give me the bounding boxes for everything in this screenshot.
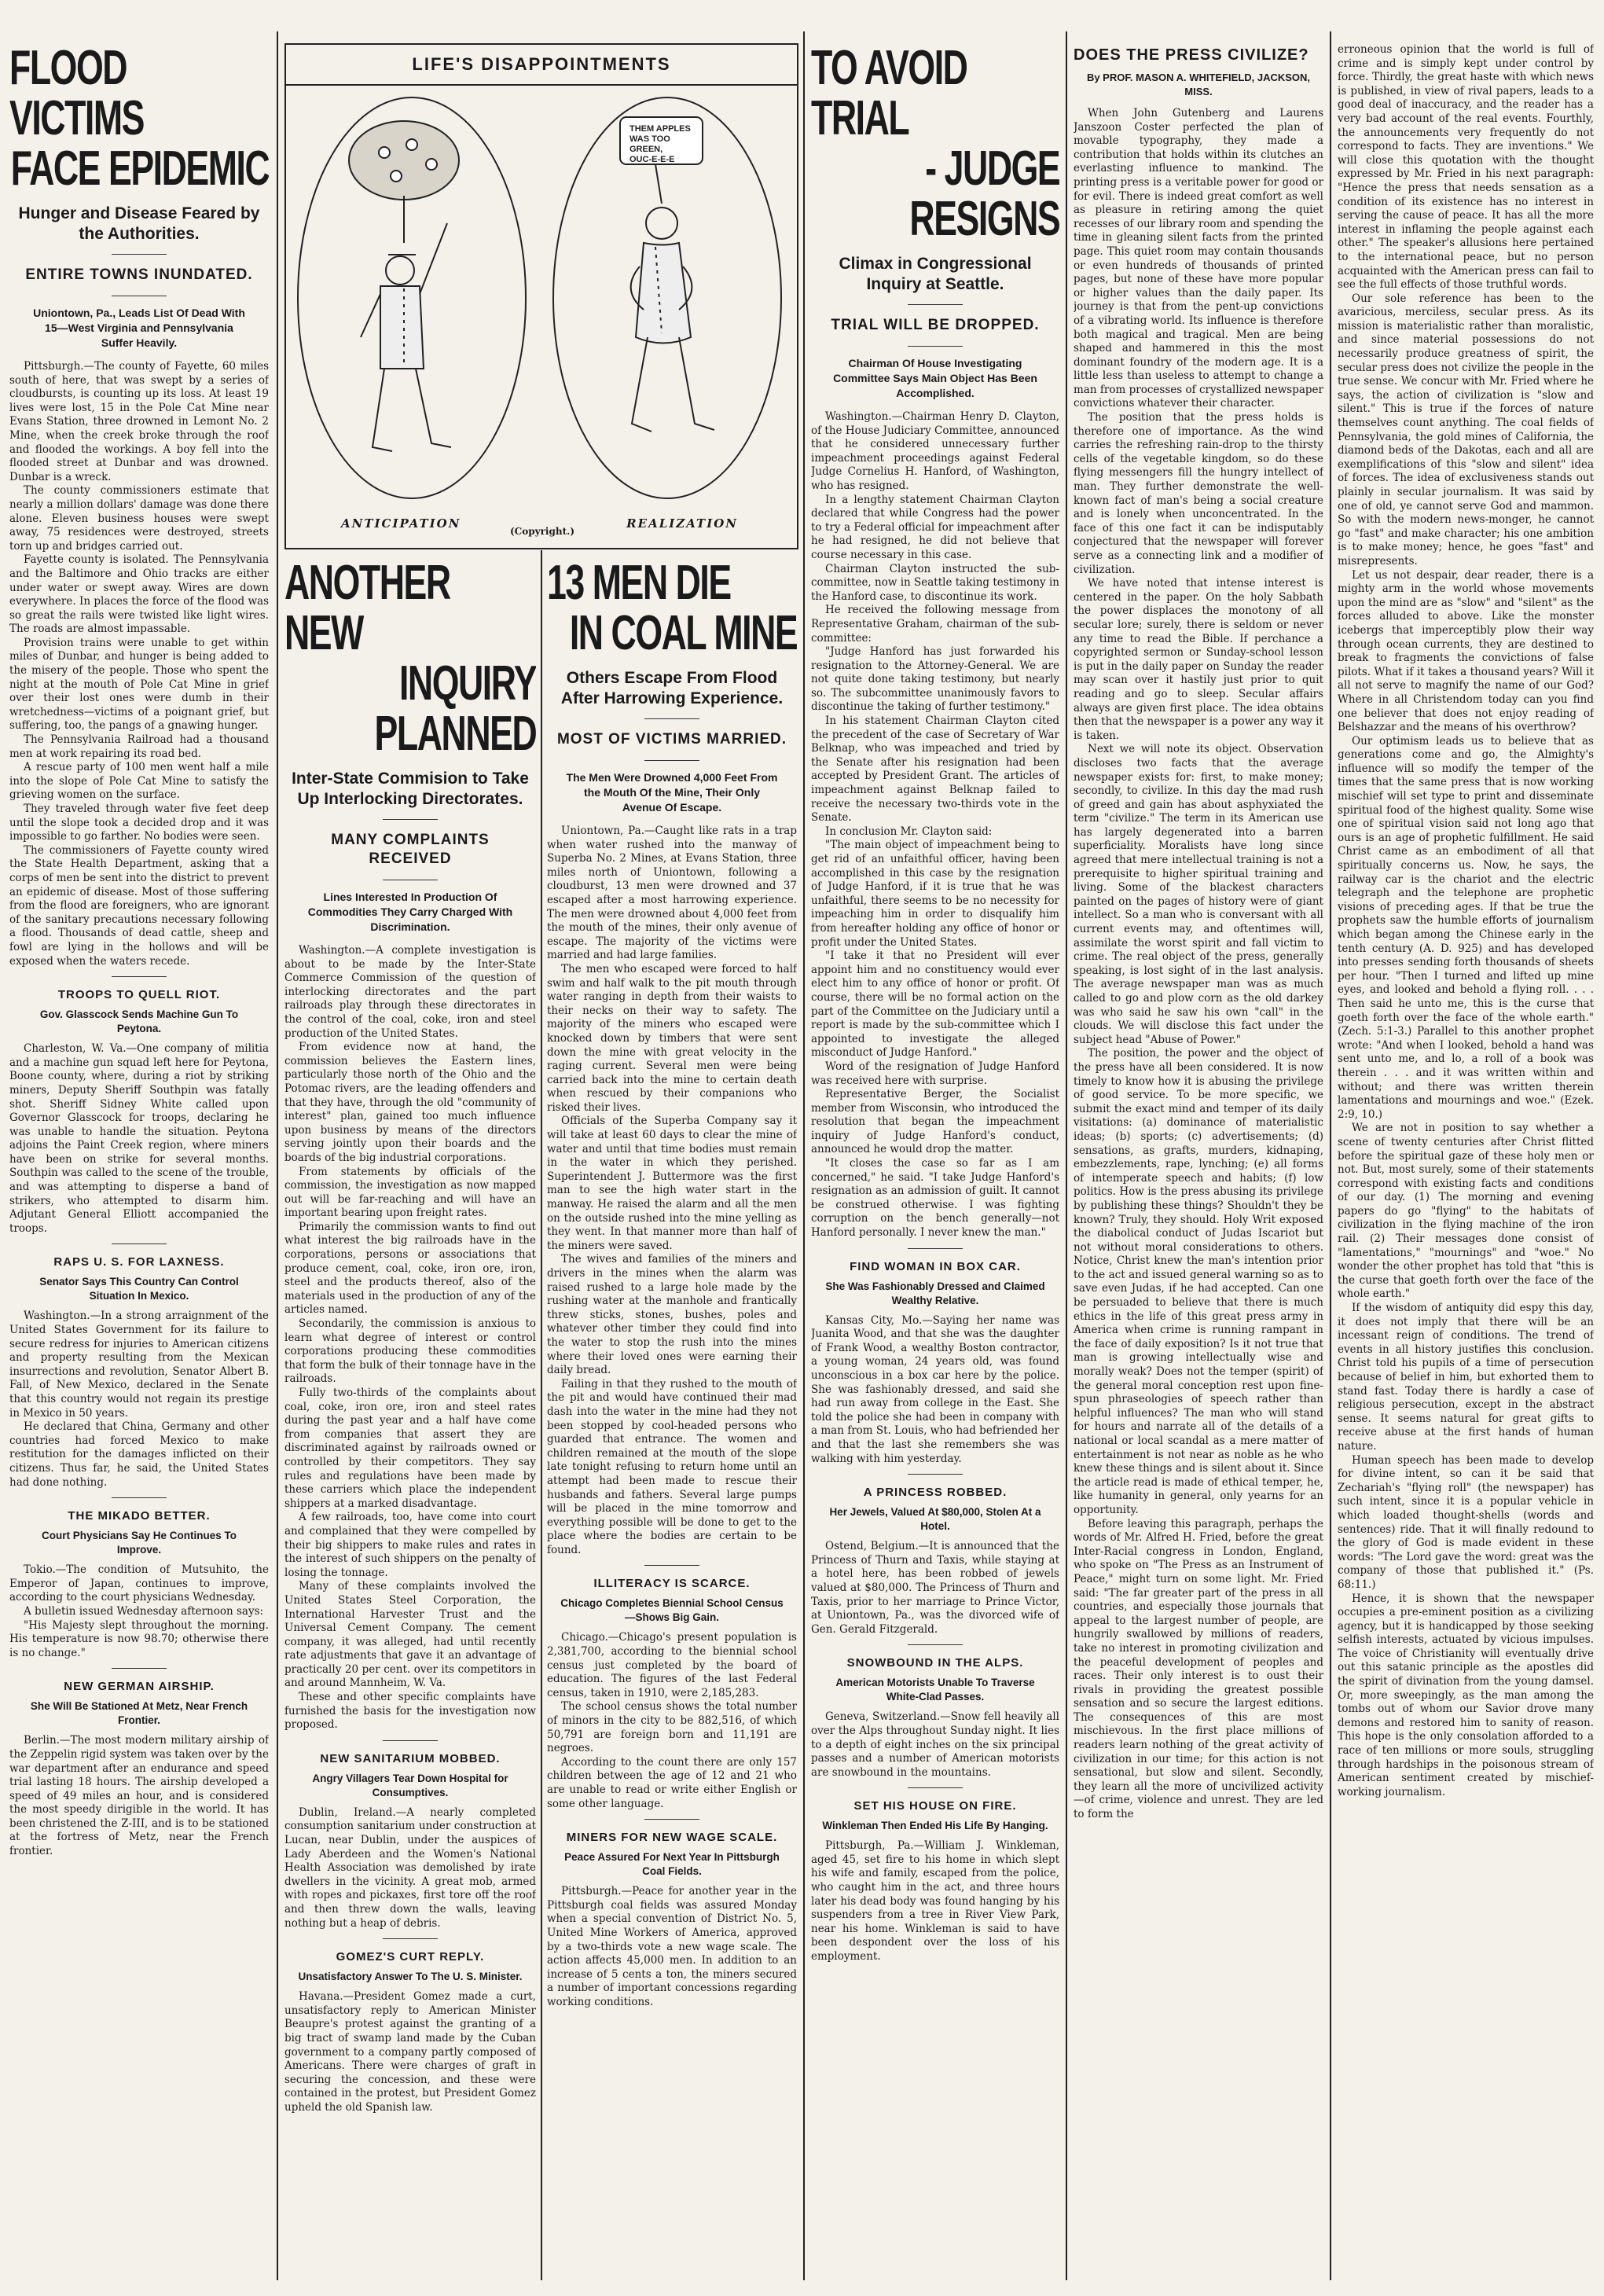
bubble-line: OUC-E-E-E [629,155,675,164]
paragraph: "The main object of impeachment being to get rid of an unfaithful officer, having been accomplished in this case by the resignation of Judge Hanford, if it is true that he was unfaithful, there seems to be no necessity for impeaching him in order to disqualify him from hereafter holding any office of honor or profit under the United States. [811,839,1059,949]
paragraph: He declared that China, Germany and other countries had forced Mexico to make restitution for the damages inflicted on their citizens. Thus far, he said, the United States had done nothing. [9,1420,269,1489]
paragraph: Failing in that they rushed to the mouth of the pit and would have continued their mad dash into the water in the mine had they not been stopped by cool-headed persons who guarded that entrance. The women and children remained at the mouth of the slope late tonight refusing to return home until an attempt had been made to rescue their husbands and fathers. Several large pumps will be placed in the mine tomorrow and everything possible will be done to get to the place where the bodies are certain to be found. [547,1377,797,1556]
divider [908,1644,963,1645]
paragraph: A bulletin issued Wednesday afternoon says: [24,1604,264,1618]
headline-line-1: TO AVOID TRIAL [811,43,967,145]
paragraph: Charleston, W. Va.—One company of militia and a machine gun squad left here for Peytona, Boone county, where, during a riot by striking miners, Deputy Sheriff Southpin was fatally shot. Sheriff Sidney White called upon Governor Glasscock for troops, declaring he was unable to handle the situation. Peytona adjoins the Paint Creek region, where miners have been on strike for several months. Southpin was called to the scene of the trouble, and was attempting to disperse a band of strikers, who attempted to disarm him. Adjutant General Elliott accompanied the troops. [9,1042,269,1235]
paragraph: Word of the resignation of Judge Hanford was received here with surprise. [811,1060,1059,1087]
paragraph: Pittsburgh, Pa.—William J. Winkleman, aged 45, set fire to his home in which slept his wife and family, escaped from the police, who caught him in the act, and three hours later his dead body was found hanging by his suspenders from a tree in River View Park, near his home. Winkleman is said to have been despondent over the loss of his employment. [811,1839,1059,1964]
paragraph: Chicago.—Chicago's present population is 2,381,700, according to the biennial school census just completed by the board of education. The figures of the last Federal census, taken in 1910, were 2,185,283. [547,1631,797,1699]
headline-line-1: 13 MEN DIE [547,558,731,610]
bubble-line: GREEN, [629,145,663,154]
paragraph: Chairman Clayton instructed the sub-committee, now in Seattle taking testimony in the Hanford case, to discontinue its work. [811,562,1059,603]
paragraph: Secondarily, the commission is anxious to learn what degree of interest or control corporations producing these commodities that form the bulk of their tonnage have in the railroads. [284,1317,536,1386]
article-title: SET HIS HOUSE ON FIRE. [853,1799,1017,1813]
divider [383,1938,438,1939]
article-body [547,1885,797,2009]
paragraph: From statements by officials of the commission, the investigation as now mapped out will be far-reaching and will have an important bearing upon freight rates. [284,1165,536,1220]
article-body [811,1839,1059,1964]
paragraph: Washington.—Chairman Henry D. Clayton, of the House Judiciary Committee, announced that he considered unnecessary further impeachment proceedings against Federal Judge Cornelius H. Hanford, of Washington, who has resigned. [811,410,1059,492]
article-body [284,944,536,1732]
article-title: NEW SANITARIUM MOBBED. [320,1751,501,1765]
paragraph: According to the count there are only 157 children between the age of 12 and 21 who are unable to read or write either English or some other language. [547,1755,797,1810]
article-title: FIND WOMAN IN BOX CAR. [850,1259,1021,1273]
paragraph: They traveled through water five feet deep until the slope took a decided drop and it was impossible to go farther. No bodies were seen. [9,803,269,843]
headline-deck: Inter-State Commision to Take Up Interlocking Directorates. [292,770,529,808]
cartoon-copyright: (Copyright.) [510,526,574,537]
article-title: ILLITERACY IS SCARCE. [593,1577,751,1591]
article-title: RAPS U. S. FOR LAXNESS. [53,1255,225,1269]
paragraph: "His Majesty slept throughout the morning. His temperature is now 98.70; otherwise there is no change." [9,1618,269,1659]
article-deck: Gov. Glasscock Sends Machine Gun To Peytona. [39,1008,239,1035]
realization-figure [620,117,714,432]
divider [112,254,167,255]
paragraph: Geneva, Switzerland.—Snow fell heavily all over the Alps throughout Sunday night. It lies to a depth of eight inches on the six principal passes and a number of American motorists are snowbound in the mountains. [811,1710,1059,1779]
article-title: NEW GERMAN AIRSHIP. [64,1680,215,1694]
article-body [284,1990,536,2114]
article-deck: She Will Be Stationed At Metz, Near French Frontier. [30,1700,248,1727]
paragraph: Washington.—A complete investigation is about to be made by the Inter-State Commerce Commission of the question of interlocking directorates and the part railroads play through these directorates in the control of the coal, coke, iron and steel production of the United States. [284,944,536,1040]
divider [383,1740,438,1741]
divider [644,1565,699,1566]
paragraph: "It closes the case so far as I am concerned," he said. "I take Judge Hanford's resignation as an admission of guilt. It cannot be construed otherwise. I was fighting corruption on the bench generally—not Hanford personally. I never knew the man." [811,1157,1059,1240]
divider [112,1497,167,1498]
paragraph: "Judge Hanford has just forwarded his resignation to the Attorney-General. We are not quite done taking testimony, but nearly so. The subcommittee unanimously favors to discontinue the taking of further testimony." [811,645,1059,714]
article-title: MINERS FOR NEW WAGE SCALE. [566,1831,778,1845]
headline-deck-caps: TRIAL WILL BE DROPPED. [831,317,1040,333]
column-2 [284,558,536,2280]
paragraph: "I take it that no President will ever appoint him and no constituency would ever elect him to any office of honor or profit. Of course, there will be no formal action on the part of the Committee on the Judiciary until a report is made by the sub-committee which I appointed to investigate the alleged misconduct of Judge Hanford." [811,950,1059,1060]
paragraph: The wives and families of the miners and drivers in the mines when the alarm was raised rushed to a large hole made by the rushing water at the manhole and frantically threw sticks, stones, bushes, poles and whatever other timber they could find into the water to stop the rush into the mines where their loved ones were earning their daily bread. [547,1253,797,1377]
bubble-line: WAS TOO [629,134,670,144]
paragraph: Primarily the commission wants to find out what interest the big railroads have in the corporations, persons or associations that produce cement, coal, coke, iron ore, iron, steel and the products thereof, also of the materials used in the production of any of the articles named. [284,1220,536,1317]
article-deck: Winkleman Then Ended His Life By Hanging. [822,1820,1048,1832]
paragraph: The county commissioners estimate that nearly a million dollars' damage was done there alone. Eleven business houses were swept away, 75 residences were destroyed, streets torn up and bridges carried out. [9,484,269,553]
paragraph: Ostend, Belgium.—It is announced that the Princess of Thurn and Taxis, while staying at a hotel here, has been robbed of jewels valued at $80,000. The Princess of Thurn and Taxis, prior to her marriage to Prince Victor, at Uniontown, Pa., was the divorced wife of Gen. Gerald Fitzgerald. [811,1540,1059,1636]
paragraph: Pittsburgh.—The county of Fayette, 60 miles south of here, that was swept by a series of cloudbursts, is counting up its loss. At least 19 lives were lost, 15 in the Pole Cat Mine near Evans Station, three drowned in Lemont No. 2 Mine, when the creek broke through the roof and flooded the workings. A boy fell into the flooded street at Dunbar and was drowned. Dunbar is a wreck. [9,360,269,483]
paragraph: If the wisdom of antiquity did espy this day, it does not imply that there will be an incessant reign of conditions. The trend of events in all history justifies this conclusion. Christ told his pupils of a time of persecution because of belief in him, but exhorted them to stand fast. Today there is hardly a case of religious persecution, except in the abstract sense. It seems natural for great gifts to receive abuse at the first hands of human nature. [1338,1302,1594,1453]
paragraph: Washington.—In a strong arraignment of the United States Government for its failure to secure redress for injuries to American citizens and property resulting from the Mexican insurrections and revolution, Senator Albert B. Fall, of New Mexico, declared in the Senate that this country would not regain its prestige in Mexico in 50 years. [9,1310,269,1420]
article-deck: She Was Fashionably Dressed and Claimed Wealthy Relative. [825,1280,1045,1306]
headline-to-avoid-trial [811,43,1059,244]
headline-line-2: - JUDGE RESIGNS [909,141,1059,246]
headline-subdeck: Chairman Of House Investigating Committee Says Main Object Has Been Accomplished. [833,357,1037,399]
article-body [9,360,269,968]
article-body [9,1563,269,1660]
divider [908,1474,963,1475]
paragraph: The Pennsylvania Railroad had a thousand men at work repairing its road bed. [9,733,269,760]
article-body [811,410,1059,1240]
article-body [547,825,797,1557]
column-rule [541,550,542,2280]
paragraph: In his statement Chairman Clayton cited the precedent of the case of Secretary of War Belknap, who was impeached and tried by the Senate after his resignation had been accepted by President Grant. The articles of impeachment against Belknap failed to receive the necessary two-thirds vote in the Senate. [811,715,1059,825]
paragraph: Before leaving this paragraph, perhaps the words of Mr. Alfred H. Fried, before the great Inter-Racial congress in London, England, who spoke on "The Press as an Instrument of Peace," might turn on some light. Mr. Fried said: "The far greater part of the press in all countries, and especially those journals that appeal to the largest number of people, are hungrily swallowed by millions of readers, take no interest in promoting civilization and the peaceful development of peoples and races. Their only interest is to oust their rivals in providing the greatest possible sensation and so secure the largest editions. The consequences of this are most mischievous. In the first place millions of readers learn nothing of the great activity of civilization in our time; for this action is not sensational, but slow and silent. Secondly, they learn all the more of uncivilized activity—of crime, violence and unrest. They are led to form the [1074,1517,1323,1821]
column-rule [803,31,805,2280]
article-body [9,1310,269,1490]
article-deck: Her Jewels, Valued At $80,000, Stolen At a Hotel. [829,1506,1041,1533]
paragraph: Let us not despair, dear reader, there is a mighty arm in the world whose movements upon the mind are as "slow" and "silent" as the forces alluded to above. Like the monster icebergs that imperceptibly plow their way through ocean currents, they are destined to break to fragments the convictions of false pilots. What if it takes a thousand years? Will it all not serve to magnify the name of our God? Where in all Christendom today can you find one believer that does not enjoy reading of Belshazzar and the means of his overthrow? [1338,568,1594,734]
article-body [811,1710,1059,1780]
paragraph: Many of these complaints involved the United States Steel Corporation, the International Harvester Trust and the Universal Cement Company. The cement company, it was alleged, had until recently rate adjustments that gave it an advantage of practically 20 per cent. over its competitors in and around Mannheim, W. Va. [284,1580,536,1690]
headline-line-2: FACE EPIDEMIC [10,141,269,196]
article-title: SNOWBOUND IN THE ALPS. [846,1656,1024,1670]
column-rule [277,31,278,2280]
paragraph: erroneous opinion that the world is full of crime and is simply kept under control by force. Thirdly, the great haste with which news is published, in view of rival papers, leads to a good deal of inaccuracy, and the reader has a very bad account of the real events. Fourthly, the announcements very frequently do not correspond to facts. They are inventions." We will close this quotation with the thought expressed by Mr. Fried in his next paragraph: "Hence the press that needs sensation as a condition of its existence has no interest in serving the cause of peace. It has all the more interest in inflaming the people against each other." The speaker's allusions here pertained to the international peace, but no person acquainted with the American press can fail to see the full effects of those truthful words. [1338,43,1594,292]
column-1 [9,43,269,2280]
paragraph: A few railroads, too, have come into court and complained that they were compelled by their big shippers to make rules and rates in the interest of such shippers on the penalty of losing the tonnage. [284,1511,536,1579]
headline-deck-caps: MOST OF VICTIMS MARRIED. [556,731,787,748]
headline-deck: Climax in Congressional Inquiry at Seattle. [839,255,1032,293]
editorial-title: DOES THE PRESS CIVILIZE? [1074,46,1309,64]
paragraph: The position that the press holds is therefore one of importance. As the wind carries the refreshing rain-drop to the thirsty cells of the vegetable kingdom, so do these flying messengers fill the hungry intellect of man. They further demonstrate the well-known fact of man's being a social creature and is lonely when unconcentrated. In the face of this one fact it can be indisputably conjectured that the newspaper will forever serve as a connecting link and a modifier of civilization. [1074,411,1323,576]
paragraph: Tokio.—The condition of Mutsuhito, the Emperor of Japan, continues to improve, according to the court physicians Wednesday. [9,1563,269,1604]
bubble-line: THEM APPLES [629,124,691,134]
article-title: GOMEZ'S CURT REPLY. [336,1950,485,1964]
paragraph: Hence, it is shown that the newspaper occupies a pre-eminent position as a civilizing agency, but it is handicapped by those seeking selfish interests, actuated by vicious impulses. The voice of Christianity will eventually drive out this satanic principle as the apostles did the spirit of divination from the young damsel. Or, more sweepingly, as the man among the tombs out of whom our Savior drove many demons and restored him to sanity of reason. This hope is the only consolation afforded to a race of ten millions or more souls, struggling through hardships in the poisonous stream of American sentiment created by mischief-working journalism. [1338,1592,1594,1798]
paragraph: Our optimism leads us to believe that as generations come and go, the Almighty's influence will so modify the temper of the times that the same press that is now working mischief will set type to print and disseminate spiritual food of the highest quality. Some wise one of spiritual vision said not long ago that ours is an age of prophetic fulfillment. He said Christ came as an embodiment of all that spiritually concerns us. Now, he says, the railway car is the chariot and the electric telegraph and the telephone are prophetic visions of preceding ages. If that be true the prophets saw the humble efforts of journalism which began among the Chinese early in the tenth century (A. D. 925) and has developed into presses sending forth thousands of sheets per hour. "Then I turned and lifted up mine eyes, and looked and behold a flying roll. . . . Then said he unto me, this is the curse that goeth forth over the face of the whole earth." (Zech. 5:1-3.) Parallel to this another prophet wrote: "And when I looked, behold a hand was sent unto me, and lo, a roll of a book was therein . . . and it was written within and without; and there was written therein lamentations and mournings and woe." (Ezek. 2:9, 10.) [1338,734,1594,1121]
paragraph: These and other specific complaints have furnished the basis for the investigation now proposed. [284,1691,536,1732]
paragraph: The position, the power and the object of the press have all been considered. It is now timely to know how it is abusing the privilege of good service. To be more specific, we submit the exact mind and temper of its daily visitations: (a) dominance of materialistic ideas; (b) sports; (c) advertisements; (d) sensations, as grafts, murders, kidnaping, embezzlements, rape, lynching; (e) all forms of intemperate speech and habits; (f) low politics. How is the press abusing its privilege by publishing these things? Shouldn't they be known? Truly, they should. Holy Writ exposed the diabolical conduct of Judas Iscariot but not without moral considerations to others. Notice, Christ knew the man's intention prior to the act and issued general warning so as to save even Judas, if he had accepted. Can one be persuaded to believe that there is much ethics in the life of this great press army in America when crime is running rampant in the face of daily exposition? Is it not true that man is growing intellectually wise and morally weak? Does not the temper (spirit) of the general moral conception rest upon fine-spun phraseologies of speech rather than helpful influences? The man who will stand for hours and narrate all of the details of a national or local scandal as a mere matter of entertainment is not near as noble as he who knew these things and is silent about it. Since the article read is made of ethical temper, he, like humanity in general, only yearns for an opportunity. [1074,1047,1323,1516]
paragraph: Dublin, Ireland.—A nearly completed consumption sanitarium under construction at Lucan, near Dublin, under the auspices of Lady Aberdeen and the Women's National Health Association was demolished by irate dwellers in the vicinity. A great mob, armed with ropes and pickaxes, first tore off the roof and then threw down the walls, leaving nothing but a heap of debris. [284,1806,536,1930]
article-body [811,1540,1059,1637]
paragraph: We are not in position to say whether a scene of twenty centuries after Christ flitted before the spiritual gaze of these holy men or not. But, most surely, some of their statements correspond with existing facts and conditions of our day. (1) The morning and evening papers do go "flying" to the habitats of civilization in the flying machine of the iron rail. (2) Their messages done consist of "lamentations," "mournings" and "woe." No wonder the other prophet has told that "this is the curse that goeth forth over the face of the whole earth." [1338,1122,1594,1301]
article-deck: Court Physicians Say He Continues To Improve. [41,1530,237,1556]
headline-flood-victims [9,43,269,194]
cartoon-box [284,43,798,549]
column-rule [1066,31,1067,2280]
paragraph: Pittsburgh.—Peace for another year in the Pittsburgh coal fields was assured Monday when a special convention of District No. 5, United Mine Workers of America, approved by a two-thirds vote a new wage scale. The action affects 45,000 men. In addition to an increase of 5 cents a ton, the miners secured a number of important concessions regarding working conditions. [547,1885,797,2008]
article-deck: Angry Villagers Tear Down Hospital for Consumptives. [312,1772,508,1798]
cartoon-illustration [286,86,794,546]
column-rule [1330,31,1331,2280]
article-body [1338,43,1594,1799]
paragraph: The men who escaped were forced to half swim and half walk to the pit mouth through water ranging in depth from their waists to their necks on their way to safety. The majority of the miners who escaped were knocked down by timbers that were sent down the mine with great velocity in the raging current. Several men were being carried back into the mine to certain death when rescued by their companions who risked their lives. [547,962,797,1114]
paragraph: Berlin.—The most modern military airship of the Zeppelin rigid system was taken over by the war department after an endurance and speed trial lasting 18 hours. The airship developed a speed of 49 miles an hour, and is considered the most speedy dirigible in the world. It has been christened the Z-III, and is to be stationed at the fortress of Metz, near the French frontier. [9,1734,269,1858]
article-body [1074,107,1323,1822]
paragraph: When John Gutenberg and Laurens Janszoon Coster perfected the plan of movable typography, they made a contribution that holds within its clutches an everlasting influence to mankind. The printing press is a veritable power for good or for evil. There is indeed great comfort as well as pleasure in retiring among the quiet recesses of our library room and spending the time in gleaning silent facts from the printed page. This quiet room may contain thousands or even hundreds of thousands of printed pages, but none of these have more popular or higher values than the daily paper. Its journey is that from the pent-up convictions of a vibrating world. Its influence is therefore both magical and tragical. Men are being shaped and hammered in this the most dominant foundry of the modern age. It is a little less than useless to attempt to change a man from processes of crystallized newspaper convictions whatever their character. [1074,107,1323,410]
divider [908,1248,963,1249]
headline-deck: Hunger and Disease Feared by the Authorities. [18,204,260,243]
column-5 [1074,43,1323,2280]
paragraph: Our sole reference has been to the avaricious, merciless, secular press. As its mission is materialistic rather than moralistic, and since material possessions do not necessarily produce greatness of spirit, the secular press does not civilize the people in the true sense. We concur with Mr. Fried where he says, the action of civilization is "slow and silent." This is true if the forces of nature themselves count anything. The coal fields of Pennsylvania, the gold mines of California, the diamond beds of the Dakotas, each and all are exemplifications of this "slow and silent" idea of forces. The idea of exclusiveness stands out plainly in secular journalism. It was said by one of old, ye cannot serve God and mammon. So with the modern news-monger, he cannot go "fast" and make character; his one ambition is to make money; hence, he goes "fast" and misrepresents. [1338,292,1594,568]
article-deck: American Motorists Unable To Traverse White-Clad Passes. [835,1677,1035,1703]
article-deck: Senator Says This Country Can Control Situation In Mexico. [39,1276,239,1302]
paragraph: Uniontown, Pa.—Caught like rats in a trap when water rushed into the manway of Superba No. 2 Mines, at Evans Station, three miles north of Uniontown, following a cloudburst, 13 men were drowned and 37 escaped after a most harrowing experience. The men were drowned about 4,000 feet from the mouth of the mines, their only avenue of escape. The majority of the victims were married and had large families. [547,825,797,962]
paragraph: The school census shows the total number of minors in the city to be 882,516, of which 50,791 are foreign born and 11,191 are negroes. [547,1700,797,1755]
divider [644,760,699,761]
paragraph: He received the following message from Representative Graham, chairman of the sub-committee: [811,604,1059,645]
headline-subdeck: The Men Were Drowned 4,000 Feet From the Mouth Of the Mine, Their Only Avenue Of Escape. [566,771,778,814]
article-deck: Unsatisfactory Answer To The U. S. Minister. [298,1971,523,1983]
paragraph: Havana.—President Gomez made a curt, unsatisfactory reply to American Minister Beaupre's protest against the granting of a big tract of swamp land made by the Cuban government to a company partly composed of Americans. There were charges of graft in securing the concession, and these were contained in the protest, but President Gomez upheld the old Spanish law. [284,1990,536,2114]
headline-line-1: FLOOD VICTIMS [9,43,144,145]
cartoon-caption-anticipation: ANTICIPATION [341,516,461,531]
cartoon-caption-realization: REALIZATION [626,516,738,531]
headline-another-new-inquiry [284,558,536,759]
paragraph: Kansas City, Mo.—Saying her name was Juanita Wood, and that she was the daughter of Frank Wood, a wealthy Boston contractor, a young woman, 24 years old, was found unconscious in a box car here by the police. She was fashionably dressed, and said she had run away from college in the East. She told the police she had been in company with a man from St. Louis, who had befriended her and that the last she remembers she was walking with him yesterday. [811,1313,1059,1465]
divider [908,304,963,305]
column-6 [1338,43,1594,2280]
paragraph: Provision trains were unable to get within miles of Dunbar, and hunger is being added to the misery of the people. Those who spent the night at the mouth of Pole Cat Mine in grief over their lost ones were dumb in their wretchedness—victims of a poignant grief, but suffering, too, the pangs of a gnawing hunger. [9,636,269,733]
paragraph: Representative Berger, the Socialist member from Wisconsin, who introduced the resolution that began the impeachment inquiry of Judge Hanford's conduct, announced he would drop the matter. [811,1088,1059,1156]
divider [908,1787,963,1788]
headline-deck-caps: MANY COMPLAINTS RECEIVED [331,832,490,867]
paragraph: We have noted that intense interest is centered in the paper. On the holy Sabbath the power displaces the monotony of all secular lore; surely, there is seldom or never any time to read the Bible. If perchance a copyrighted sermon or Sunday-school lesson is put in the daily paper on Sunday the reader may scan over it hastily just prior to quit reading and go to sleep. Secular affairs always are given first place. The idea obtains then that the newspaper is a power any way it is taken. [1074,577,1323,742]
headline-subdeck: Uniontown, Pa., Leads List Of Dead With 15—West Virginia and Pennsylvania Suffer Heavily. [33,307,245,349]
divider [908,346,963,347]
headline-line-1: ANOTHER NEW [284,558,450,660]
divider [644,1819,699,1820]
article-deck: Chicago Completes Biennial School Census—Shows Big Gain. [560,1597,784,1624]
column-3 [547,558,797,2280]
headline-deck-caps: ENTIRE TOWNS INUNDATED. [25,266,253,283]
paragraph: A rescue party of 100 men went half a mile into the slope of Pole Cat Mine to satisfy the grieving women on the surface. [9,761,269,802]
column-4 [811,43,1059,2280]
headline-subdeck: Lines Interested In Production Of Commodities They Carry Charged With Discrimination. [307,891,513,933]
paragraph: Next we will note its object. Observation discloses two facts that the average newspaper exists for: first, to make money; secondly, to civilize. In this day the mad rush of greed and gain has about asphyxiated the term "civilize." The term in its American use has largely degenerated into a barren superficiality. Moralists have long since agreed that mere intellectual training is not a prerequisite to higher spiritual training and living. Some of the blackest characters painted on the pages of history were of giant intellect. So a man who is conversant with all current events may, and oftentimes will, assimilate the worst spirit and fall victim to crime. The real object of the press, generally speaking, is lost sight of in the last analysis. The average newspaper man was as much called to go and plow corn as the old darkey was who said he saw his own "call" in the clouds. We will disclose this fact under the subject head "Abuse of Power." [1074,743,1323,1046]
paragraph: The commissioners of Fayette county wired the State Health Department, asking that a corps of men be sent into the district to prevent an epidemic of disease. Most of those suffering from the flood are foreigners, who are ignorant of the sanitary precautions necessary following a flood. Thousands of dead cattle, sheep and fowl are lying in the hollows and will be exposed when the waters recede. [9,843,269,968]
paragraph: From evidence now at hand, the commission believes the Eastern lines, particularly those north of the Ohio and the Potomac rivers, are the leading offenders and that they have, through the old "community of interest" plan, gained too much influence upon business by means of the directors serving jointly upon their boards and the boards of the big industrial corporations. [284,1041,536,1164]
article-body [811,1314,1059,1467]
headline-line-2: INQUIRY PLANNED [374,656,536,761]
article-body [547,1631,797,1811]
article-title: TROOPS TO QUELL RIOT. [57,988,221,1002]
divider [112,976,167,977]
article-body [9,1042,269,1236]
paragraph: In conclusion Mr. Clayton said: [825,825,993,838]
headline-13-men-die [547,558,797,659]
paragraph: Fully two-thirds of the complaints about coal, coke, iron ore, iron and steel rates during the past year and a half have come from companies that assert they are discriminated against by railroads owned or controlled by their competitors. They say rules and regulations have been made by these carriers which place the independent shippers at a marked disadvantage. [284,1387,536,1510]
divider [644,718,699,719]
headline-deck: Others Escape From Flood After Harrowing Experience. [560,669,784,707]
editorial-byline: By PROF. MASON A. WHITEFIELD, JACKSON, MISS. [1086,72,1311,97]
paragraph: Officials of the Superba Company say it will take at least 60 days to clear the mine of water and until that time bodies must remain in the water in which they perished. Superintendent J. Buttermore was the first man to see the high water start in the manway. He raised the alarm and all the men on the outside rushed into the mine yelling as they went. In that manner more than half of the miners were saved. [547,1115,797,1252]
article-body [9,1734,269,1858]
anticipation-figure [349,121,459,451]
paragraph: Fayette county is isolated. The Pennsylvania and the Baltimore and Ohio tracks are either under water or swept away. Wires are down everywhere. In places the force of the flood was so great the rails were twisted like light wires. The roads are almost impassable. [9,553,269,636]
article-title: A PRINCESS ROBBED. [863,1486,1008,1500]
paragraph: In a lengthy statement Chairman Clayton declared that while Congress had the power to try a Federal official for impeachment after he had resigned, he did not believe that course necessary in this case. [811,493,1059,561]
article-body [284,1806,536,1930]
article-deck: Peace Assured For Next Year In Pittsburgh Coal Fields. [564,1851,780,1878]
article-title: THE MIKADO BETTER. [68,1509,211,1523]
divider [112,1668,167,1669]
divider [383,819,438,820]
headline-line-2: IN COAL MINE [569,606,797,660]
cartoon-title: LIFE'S DISAPPOINTMENTS [286,45,797,86]
paragraph: Human speech has been made to develop for divine intent, so can it be said that Zechariah's "flying roll" (the newspaper) has such intent, since it is a popular vehicle in which loaded thought-shells (words and sentences) ride. That it will finally redound to the glory of God is made evident in these words: "The Lord gave the word: great was the company of those that published it." (Ps. 68:11.) [1338,1453,1594,1591]
